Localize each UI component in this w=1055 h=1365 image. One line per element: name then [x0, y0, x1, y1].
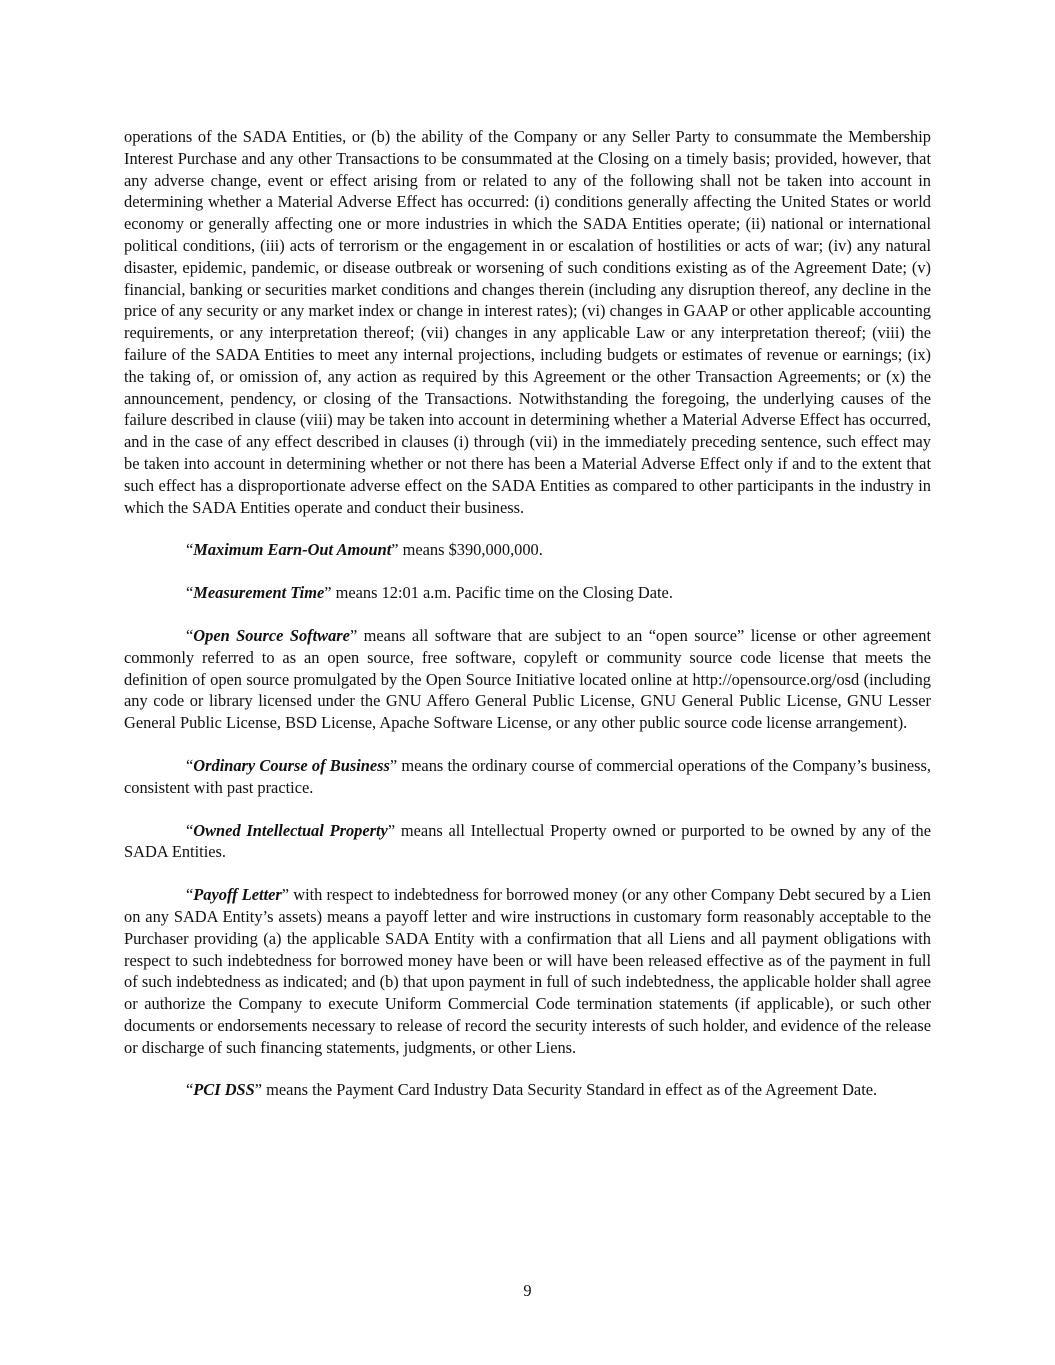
definition-maximum-earn-out-amount [124, 539, 931, 561]
open-quote: “ [186, 820, 194, 840]
definition-owned-intellectual-property [124, 820, 931, 864]
definition-text: means the Payment Card Industry Data Security Standard in effect as of the Agreement Date. [262, 1080, 878, 1100]
defined-term: PCI DSS [193, 1080, 255, 1100]
close-quote: ” [281, 885, 290, 905]
definition-ordinary-course-of-business [124, 755, 931, 799]
definition-text: means 12:01 a.m. Pacific time on the Closing Date. [331, 583, 673, 603]
definition-text: means the ordinary course of commercial operations of the Company’s business, consistent with past practice. [124, 755, 931, 797]
defined-term: Maximum Earn-Out Amount [193, 540, 392, 560]
defined-term: Payoff Letter [193, 885, 282, 905]
definition-text: means $390,000,000. [398, 540, 543, 560]
definition-text: means all Intellectual Property owned or purported to be owned by any of the SADA Entities. [124, 820, 932, 862]
definition-open-source-software [124, 625, 931, 734]
defined-term: Measurement Time [193, 583, 325, 603]
definition-measurement-time [124, 582, 931, 604]
close-quote: ” [389, 755, 398, 775]
close-quote: ” [387, 820, 396, 840]
definition-text: with respect to indebtedness for borrowed money (or any other Company Debt secured by a Lien on any SADA Entity’s assets) means a payoff letter and wire instructions in customary form reasonably acceptable to the Purchaser providing (a) the applicable SADA Entity with a confirmation that all Liens and all payment obligations with respect to such indebtedness for borrowed money have been or will have been released effective as of the payment in full of such indebtedness as indicated; and (b) that upon payment in full of such indebtedness, the applicable holder shall agree or authorize the Company to execute Uniform Commercial Code termination statements (if applicable), or such other documents or endorsements necessary to release of record the security interests of such holder, and evidence of the release or discharge of such financing statements, judgments, or other Liens. [124, 885, 931, 1057]
defined-term: Ordinary Course of Business [193, 755, 390, 775]
open-quote: “ [186, 885, 194, 905]
close-quote: ” [324, 583, 332, 603]
defined-term: Open Source Software [193, 625, 350, 645]
open-quote: “ [186, 1080, 194, 1100]
defined-term: Owned Intellectual Property [193, 820, 388, 840]
continuation-paragraph: operations of the SADA Entities, or (b) the ability of the Company or any Seller Party to consummate the Membership Interest Purchase and any other Transactions to be consummated at the Closing on a timely basis; provided, however, that any adverse change, event or effect arising from or related to any of the following shall not be taken into account in determining whether a Material Adverse Effect has occurred: (i) conditions generally affecting the United States or world economy or generally affecting one or more industries in which the SADA Entities operate; (ii) national or international political conditions, (iii) acts of terrorism or the engagement in or escalation of hostilities or acts of war; (iv) any natural disaster, epidemic, pandemic, or disease outbreak or worsening of such conditions existing as of the Agreement Date; (v) financial, banking or securities market conditions and changes therein (including any disruption thereof, any decline in the price of any security or any market index or change in interest rates); (vi) changes in GAAP or other applicable accounting requirements, or any interpretation thereof; (vii) changes in any applicable Law or any interpretation thereof; (viii) the failure of the SADA Entities to meet any internal projections, including budgets or estimates of revenue or earnings; (ix) the taking of, or omission of, any action as required by this Agreement or the other Transaction Agreements; or (x) the announcement, pendency, or closing of the Transactions. Notwithstanding the foregoing, the underlying causes of the failure described in clause (viii) may be taken into account in determining whether a Material Adverse Effect has occurred, and in the case of any effect described in clauses (i) through (vii) in the immediately preceding sentence, such effect may be taken into account in determining whether or not there has been a Material Adverse Effect only if and to the extent that such effect has a disproportionate adverse effect on the SADA Entities as compared to other participants in the industry in which the SADA Entities operate and conduct their business. [124, 127, 931, 517]
close-quote: ” [254, 1080, 263, 1100]
definition-payoff-letter [124, 884, 931, 1058]
open-quote: “ [186, 755, 194, 775]
document-body [124, 126, 931, 1122]
open-quote: “ [186, 583, 194, 603]
definition-pci-dss [124, 1079, 931, 1101]
open-quote: “ [186, 625, 194, 645]
open-quote: “ [186, 540, 194, 560]
close-quote: ” [349, 625, 358, 645]
page-number: 9 [523, 1281, 532, 1300]
close-quote: ” [391, 540, 399, 560]
definition-text: means all software that are subject to an “open source” license or other agreement commonly referred to as an open source, free software, copyleft or community source code license that meets the definition of open source promulgated by the Open Source Initiative located online at http://opensource.org/osd (including any code or library licensed under the GNU Affero General Public License, GNU General Public License, GNU Lesser General Public License, BSD License, Apache Software License, or any other public source code license arrangement). [124, 625, 931, 733]
